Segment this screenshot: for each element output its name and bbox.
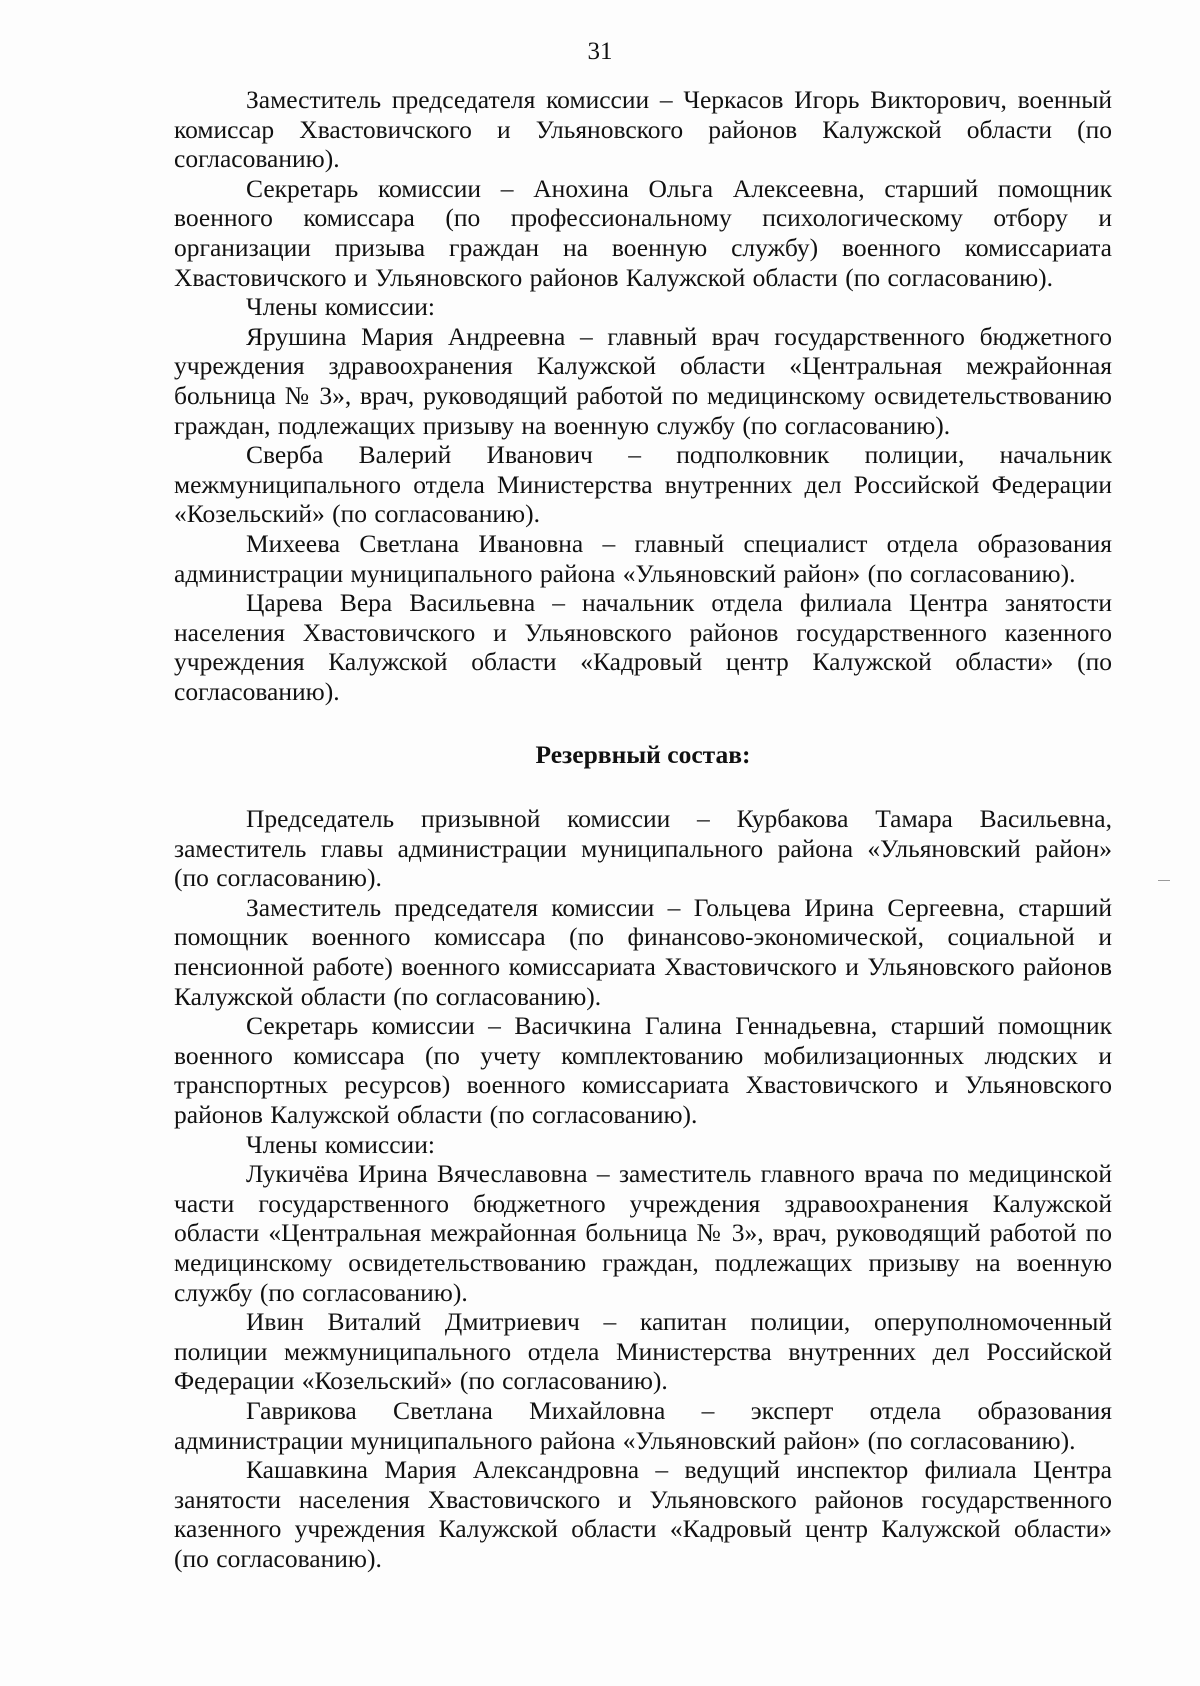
paragraph-member: Лукичёва Ирина Вячеславовна – заместитель главного врача по медицинской части государственного бюджетного учреждения здравоохранения Калужской области «Центральная межрайонная больница № 3», врач, руководящий работой по медицинскому освидетельствованию граждан, подлежащих призыву на военную службу (по согласованию). <box>174 1159 1112 1307</box>
paragraph-deputy-chairman: Заместитель председателя комиссии – Черкасов Игорь Викторович, военный комиссар Хвастовичского и Ульяновского районов Калужской области (по согласованию). <box>174 85 1112 174</box>
paragraph-member: Ярушина Мария Андреевна – главный врач государственного бюджетного учреждения здравоохранения Калужской области «Центральная межрайонная больница № 3», врач, руководящий работой по медицинскому освидетельствованию граждан, подлежащих призыву на военную службу (по согласованию). <box>174 321 1112 440</box>
paragraph-member: Гаврикова Светлана Михайловна – эксперт отдела образования администрации муниципального района «Ульяновский район» (по согласованию). <box>174 1395 1112 1455</box>
paragraph-chairman: Председатель призывной комиссии – Курбакова Тамара Васильевна, заместитель главы администрации муниципального района «Ульяновский район» (по согласованию). <box>174 804 1112 893</box>
reserve-composition-section <box>174 804 1112 1573</box>
paragraph-member: Михеева Светлана Ивановна – главный специалист отдела образования администрации муниципального района «Ульяновский район» (по согласованию). <box>174 528 1112 588</box>
document-body <box>174 85 1112 1574</box>
paragraph-member: Ивин Виталий Дмитриевич – капитан полиции, оперуполномоченный полиции межмуниципального отдела Министерства внутренних дел Российской Федерации «Козельский» (по согласованию). <box>174 1307 1112 1396</box>
spacer <box>174 770 1112 804</box>
page-number: 31 <box>587 38 613 65</box>
paragraph-member: Сверба Валерий Иванович – подполковник полиции, начальник межмуниципального отдела Министерства внутренних дел Российской Федерации «Козельский» (по согласованию). <box>174 440 1112 529</box>
paragraph-member: Кашавкина Мария Александровна – ведущий инспектор филиала Центра занятости населения Хвастовичского и Ульяновского районов государственного казенного учреждения Калужской области «Кадровый центр Калужской области» (по согласованию). <box>174 1455 1112 1573</box>
reserve-composition-heading: Резервный состав: <box>535 740 751 770</box>
paragraph-deputy-chairman: Заместитель председателя комиссии – Гольцева Ирина Сергеевна, старший помощник военного комиссара (по финансово-экономической, социальной и пенсионной работе) военного комиссариата Хвастовичского и Ульяновского районов Калужской области (по согласованию). <box>174 892 1112 1011</box>
paragraph-member: Царева Вера Васильевна – начальник отдела филиала Центра занятости населения Хвастовичского и Ульяновского районов государственного казенного учреждения Калужской области «Кадровый центр Калужской области» (по согласованию). <box>174 588 1112 706</box>
paragraph-secretary: Секретарь комиссии – Васичкина Галина Геннадьевна, старший помощник военного комиссара (по учету комплектованию мобилизационных людских и транспортных ресурсов) военного комиссариата Хвастовичского и Ульяновского районов Калужской области (по согласованию). <box>174 1011 1112 1129</box>
scan-artifact-mark <box>1158 880 1170 881</box>
paragraph-members-label: Члены комиссии: <box>246 292 435 322</box>
paragraph-secretary: Секретарь комиссии – Анохина Ольга Алексеевна, старший помощник военного комиссара (по профессиональному психологическому отбору и организации призыва граждан на военную службу) военного комиссариата Хвастовичского и Ульяновского районов Калужской области (по согласованию). <box>174 173 1112 292</box>
spacer <box>174 706 1112 740</box>
paragraph-members-label: Члены комиссии: <box>246 1129 435 1159</box>
main-composition-section <box>174 85 1112 706</box>
